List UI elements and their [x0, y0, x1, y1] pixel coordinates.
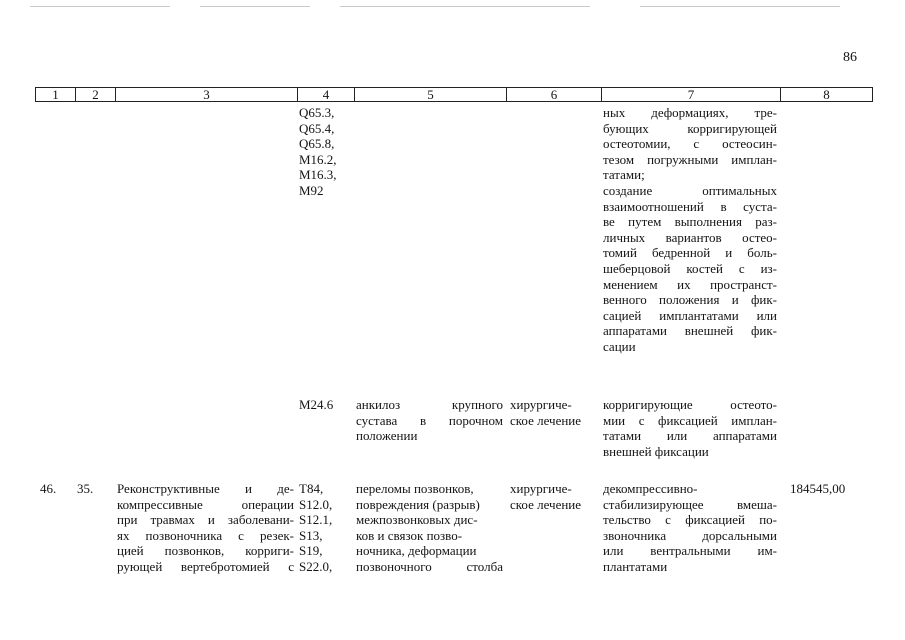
- column-header-2: 2: [76, 88, 116, 101]
- column-header-1: 1: [36, 88, 76, 101]
- method-line: томий бедренной и боль-: [603, 245, 777, 261]
- diagnosis-code: S12.0,: [299, 496, 333, 512]
- diagnosis-code: M16.3,: [299, 167, 337, 183]
- diagnosis-code: S19,: [299, 543, 323, 559]
- row-46-treatment: [510, 481, 581, 512]
- row-46-codes: [299, 481, 332, 575]
- method-line: звоночника дорсальными: [603, 527, 777, 543]
- method-line: личных вариантов остео-: [603, 229, 777, 245]
- column-header-6: 6: [507, 88, 602, 101]
- method-line: бующих корригирующей: [603, 120, 777, 136]
- method-line: декомпрессивно-: [603, 481, 698, 496]
- column-header-row: [35, 87, 873, 102]
- method-line: татами;: [603, 167, 645, 183]
- method-line: менением их пространст-: [603, 276, 777, 292]
- name-line: ях позвоночника с резек-: [117, 527, 294, 543]
- row-46-number: 46.: [40, 481, 57, 496]
- column-header-4: 4: [298, 88, 355, 101]
- column-header-7: 7: [602, 88, 781, 101]
- diagnosis-code: Q65.4,: [299, 120, 335, 136]
- method-line: ных деформациях, тре-: [603, 105, 777, 120]
- continuation-method: [603, 105, 777, 355]
- model-line: переломы позвонков,: [356, 481, 474, 496]
- method-line: татами или аппаратами: [603, 428, 777, 444]
- name-line: при травмах и заболевани-: [117, 512, 294, 528]
- method-line: внешней фиксации: [603, 443, 709, 459]
- diagnosis-code: S12.1,: [299, 512, 333, 528]
- model-line: анкилоз крупного: [356, 397, 503, 412]
- treatment-line: хирургиче-: [510, 481, 572, 496]
- name-line: цией позвонков, корриги-: [117, 543, 294, 559]
- row-m24-method: [603, 397, 777, 459]
- model-line: ночника, деформации: [356, 543, 477, 559]
- method-line: сации: [603, 338, 636, 354]
- diagnosis-code: Q65.8,: [299, 136, 335, 152]
- method-line: сацией имплантатами или: [603, 307, 777, 323]
- row-m24-code: M24.6: [299, 397, 334, 412]
- diagnosis-code: M16.2,: [299, 151, 337, 167]
- scan-artifact: [30, 6, 170, 7]
- column-header-3: 3: [116, 88, 298, 101]
- scan-artifact: [340, 6, 590, 7]
- continuation-codes: [299, 105, 337, 199]
- row-m24-model: [356, 397, 503, 444]
- model-line: повреждения (разрыв): [356, 496, 480, 512]
- treatment-line: ское лечение: [510, 412, 582, 428]
- row-46-cost: 184545,00: [790, 481, 846, 496]
- method-line: или вентральными им-: [603, 543, 777, 559]
- row-46-name: [117, 481, 294, 575]
- method-line: ве путем выполнения раз-: [603, 214, 777, 230]
- scan-artifact: [200, 6, 310, 7]
- row-46-group: 35.: [77, 481, 94, 496]
- method-line: тельство с фиксацией по-: [603, 512, 777, 528]
- diagnosis-code: Q65.3,: [299, 105, 335, 120]
- model-line: ков и связок позво-: [356, 527, 463, 543]
- diagnosis-code: S22.0,: [299, 558, 333, 574]
- method-line: стабилизирующее вмеша-: [603, 496, 777, 512]
- model-line: позвоночного столба: [356, 558, 503, 574]
- method-line: аппаратами внешней фик-: [603, 323, 777, 339]
- model-line: сустава в порочном: [356, 412, 503, 428]
- diagnosis-code: M92: [299, 182, 324, 198]
- method-line: создание оптимальных: [603, 182, 777, 198]
- model-line: положении: [356, 428, 418, 444]
- column-header-8: 8: [823, 87, 830, 102]
- method-line: венного положения и фик-: [603, 292, 777, 308]
- scan-artifact: [640, 6, 840, 7]
- model-line: межпозвонковых дис-: [356, 512, 478, 528]
- method-line: мии с фиксацией имплан-: [603, 412, 777, 428]
- name-line: Реконструктивные и де-: [117, 481, 294, 496]
- row-46-method: [603, 481, 777, 575]
- diagnosis-code: S13,: [299, 527, 323, 543]
- name-line: компрессивные операции: [117, 496, 294, 512]
- method-line: плантатами: [603, 558, 668, 574]
- method-line: корригирующие остеото-: [603, 397, 777, 412]
- name-line: рующей вертебротомией с: [117, 558, 294, 574]
- method-line: тезом погружными имплан-: [603, 151, 777, 167]
- column-header-5: 5: [355, 88, 507, 101]
- row-m24-treatment: [510, 397, 581, 428]
- method-line: остеотомии, с остеосин-: [603, 136, 777, 152]
- treatment-line: хирургиче-: [510, 397, 572, 412]
- method-line: взаимоотношений в суста-: [603, 198, 777, 214]
- treatment-line: ское лечение: [510, 496, 582, 512]
- row-46-model: [356, 481, 503, 575]
- diagnosis-code: T84,: [299, 481, 324, 496]
- method-line: шеберцовой костей с из-: [603, 260, 777, 276]
- page-number: 86: [843, 50, 857, 65]
